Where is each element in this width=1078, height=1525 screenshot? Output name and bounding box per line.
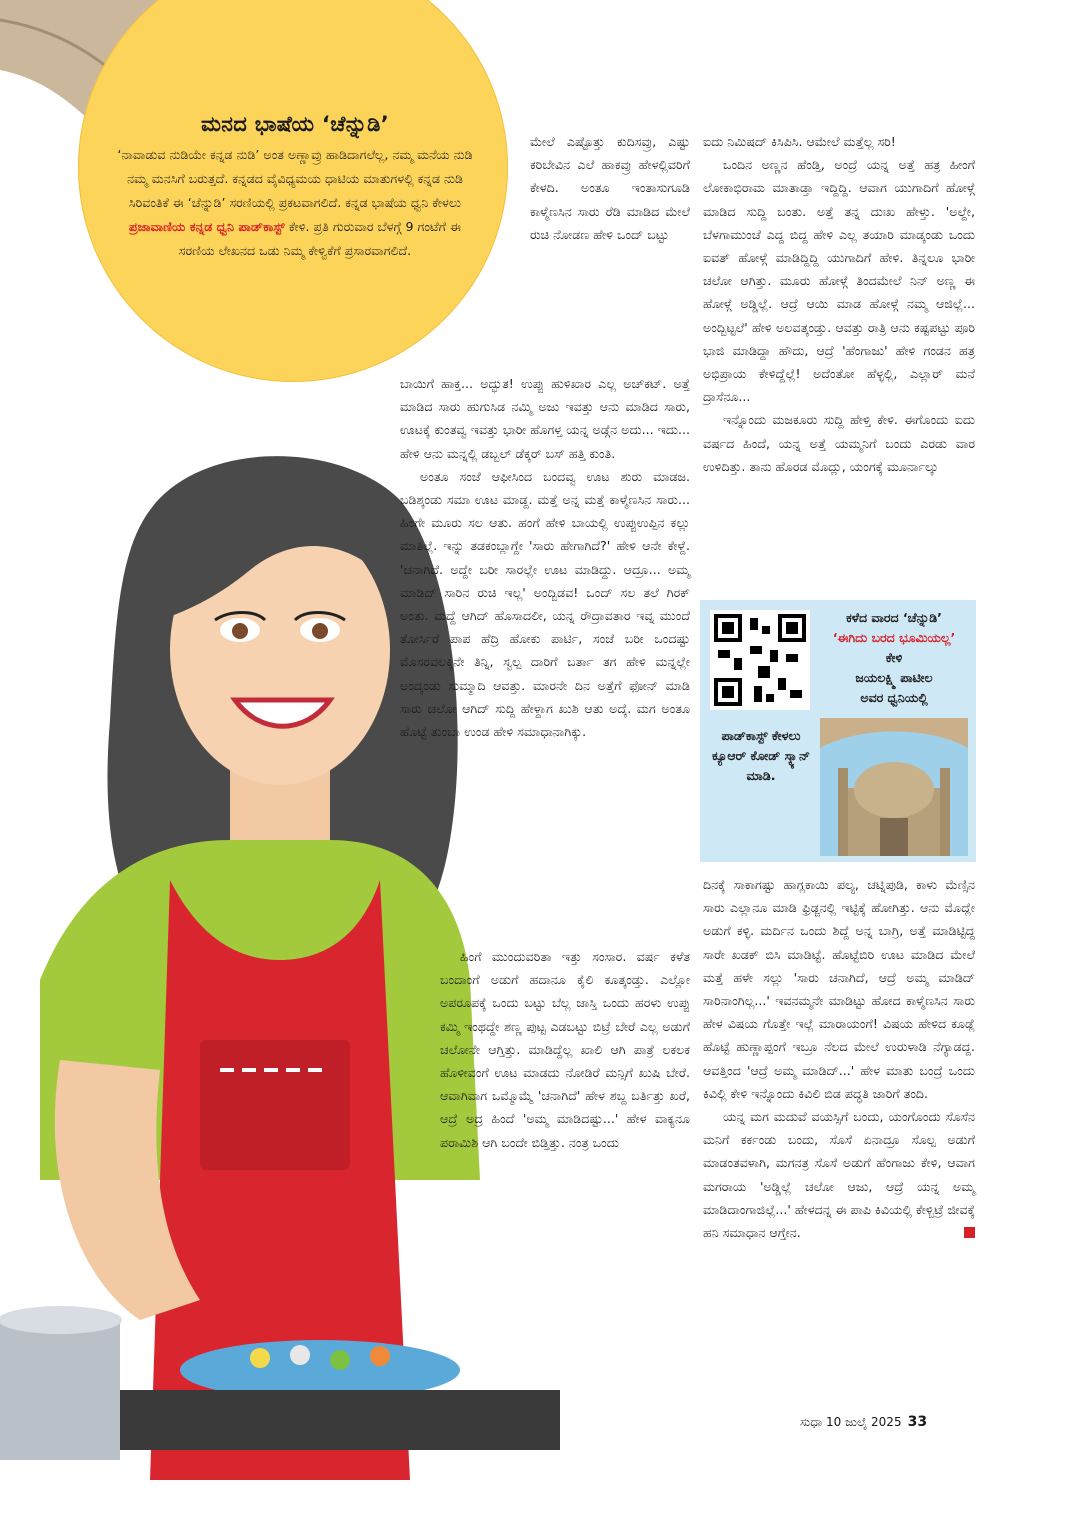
paragraph: ಹಿಂಗೆ ಮುಂದುವರಿತಾ ಇತ್ತು ಸಂಸಾರ. ವರ್ಷ ಕಳೆತ ಬಂದಾಂಗೆ ಅಡುಗೆ ಹದಾನೂ ಕೈಲಿ ಕೂತ್ಕಂಡ್ತು. ಎಲ್ಲೋ ಅಪರೂಪಕ್ಕೆ ಒಂದು ಬಟ್ಟು ಬೆಲ್ಲ ಜಾಸ್ತಿ ಒಂದು ಹರಳು ಉಪ್ಪು ಕಮ್ಮಿ ಇಂಥದ್ದೇ ಶಣ್ಣ ಪುಟ್ಟ ಎಡಬಟ್ಟು ಬಿಟ್ರೆ ಬೇರೆ ಎಲ್ಲ ಅಡುಗೆ ಚಲೋನೇ ಆಗ್ತಿತ್ತು. ಮಾಡಿದ್ದೆಲ್ಲ ಖಾಲಿ ಆಗಿ ಪಾತ್ರೆ ಲಕಲಕ ಹೊಳೀವಂಗೆ ಊಟ ಮಾಡದು ನೋಡಿರೆ ಮನ್ಸಿಗೆ ಖುಷಿ ಬೇರೆ. ಆವಾಗಿವಾಗ ಒಮ್ಮೊಮ್ಮೆ 'ಚನಾಗಿದೆ' ಹೇಳ ಶಬ್ದ ಬರ್ತಿತ್ತು ಖರೆ, ಆದ್ರೆ ಅದ್ರ ಹಿಂದೆ 'ಅಮ್ಮ ಮಾಡಿದಷ್ಟು...' ಹೇಳ ವಾಕ್ಯನೂ ಪರಾಮಿಶಿ ಆಗಿ ಬಂದೇ ಬಿಡ್ತಿತ್ತು. ನಂತ್ರ ಒಂದು xyxy=(440,949,690,1150)
paragraph xyxy=(703,1105,975,1244)
podcast-qr-box xyxy=(700,600,976,862)
qr-code[interactable] xyxy=(710,610,810,710)
intro-text-1: ‘ನಾವಾಡುವ ನುಡಿಯೇ ಕನ್ನಡ ನುಡಿ’ ಅಂತ ಅಣ್ಣಾವ್ರು ಹಾಡಿದಾಗಲೆಲ್ಲ, ನಮ್ಮ ಮನೆಯ ನುಡಿ ನಮ್ಮ ಮನಸಿಗೆ ಬರುತ್ತದೆ. ಕನ್ನಡದ ವೈವಿಧ್ಯಮಯ ಧಾಟಿಯ ಮಾತುಗಳಲ್ಲಿ ಕನ್ನಡ ನುಡಿ ಸಿರಿವಂತಿಕೆ ಈ ‘ಚೆನ್ನುಡಿ’ ಸರಣಿಯಲ್ಲಿ ಪ್ರಕಟವಾಗಲಿದೆ. ಕನ್ನಡ ಭಾಷೆಯ ಧ್ವನಿ ಕೇಳಲು xyxy=(117,147,473,210)
article-column-a xyxy=(400,372,690,743)
article-column-b-continued xyxy=(703,873,975,1244)
page-footer xyxy=(800,1414,927,1430)
qr-line-4: ಜಯಲಕ್ಷ್ಮಿ ಪಾಟೀಲ xyxy=(855,670,933,685)
paragraph: ಅಂತೂ ಸಂಜೆ ಆಫೀಸಿಂದ ಬಂದವ್ವ ಊಟ ಶುರು ಮಾಡಜ. ಬಡಿಶ್ಕಂಡು ಸಮಾ ಊಟ ಮಾಡ್ದ. ಮತ್ತೆ ಅನ್ನ ಮತ್ತೆ ಕಾಳ್ಮೆಣಸಿನ ಸಾರು... ಹಿಂಗೇ ಮೂರು ಸಲ ಆತು. ಹಂಗೆ ಹೇಳಿ ಬಾಯಲ್ಲಿ ಉಪ್ಪುಉಪ್ಪಿನ ಕಲ್ಲು ಮಾತಿಲ್ಲೆ. ಇನ್ನು ತಡಕಂಬ್ಲಾಗ್ದೇ 'ಸಾರು ಹೇಗಾಗಿದೆ?' ಹೇಳಿ ಆನೇ ಕೇಳ್ದೆ. 'ಚನಾಗಿದೆ. ಅದ್ದೇ ಬರೀ ಸಾರಲ್ಲೇ ಊಟ ಮಾಡಿದ್ದು. ಆದ್ರೂ... ಅಮ್ಮ ಮಾಡಿದ್ ಸಾರಿನ ರುಚಿ ಇಲ್ಲ' ಅಂದ್ಬಿಡವ! ಒಂದ್ ಸಲ ತಲೆ ಗಿರಕ್ ಅಂತು. ಮದ್ದೆ ಆಗಿದ್ ಹೊಸಾದಲೀ, ಯನ್ನ ರೌದ್ರಾವತಾರ ಇವ್ನ ಮುಂದೆ ತೋರ್ಸಿರೆ ಪಾಪ ಹೆದ್ರಿ ಹೋಕು ಪಾರ್ಟಿ, ಸಂಜೆ ಬರೀ ಒಂದಷ್ಟು ಮೊಸರವಲಕ್ಕಿನೇ ತಿನ್ನಿ, ಸ್ವಲ್ಪ ದಾರಿಗೆ ಬರ್ತಾ ತಗ ಹೇಳಿ ಮನ್ನಲ್ಲೇ ಅಂದ್ಕಂಡು ಸುಮ್ಮಾದಿ ಆವತ್ತು. ಮಾರನೇ ದಿನ ಅತ್ತೆಗೆ ಫೋನ್ ಮಾಡಿ ಸಾರು ಚಲೋ ಆಗಿದ್ ಸುದ್ದಿ ಹೇಳ್ದಾಗ ಖುಶಿ ಆತು ಅದ್ಕೆ. ಮಗ ಅಂತೂ ಹೊಟ್ಟೆ ತುಂಬಾ ಉಂಡ ಹೇಳಿ ಸಮಾಧಾನಾಗಿಕ್ಕು. xyxy=(400,468,690,740)
paragraph-text: ಯನ್ನ ಮಗ ಮದುವೆ ವಯಸ್ಸಿಗೆ ಬಂದು, ಯಂಗೊಂದು ಸೊಸೆನ ಮನಿಗೆ ಕರ್ಕಂಡು ಬಂದು, ಸೊಸೆ ಏನಾದ್ರೂ ಸೊಲ್ಪ ಅಡುಗೆ ಮಾಡಂತವಳಾಗಿ, ಮಗನತ್ರ ಸೊಸೆ ಅಡುಗೆ ಹೆಂಗಾಜು ಕೇಳಿ, ಆವಾಗ ಮಗರಾಯ 'ಅಡ್ಡಿಲ್ಲೆ ಚಲೋ ಆಜು, ಆದ್ರೆ ಯನ್ನ ಅಮ್ಮ ಮಾಡಿದಾಂಗಾಜಿಲ್ಲೆ...' ಹೇಳದನ್ನ ಈ ಪಾಪಿ ಕಿವಿಯಲ್ಲಿ ಕೇಳ್ಬಿಟ್ರೆ ಜೀವಕ್ಕೆ ಹನಿ ಸಮಾಧಾನ ಆಗ್ತೇನ. xyxy=(703,1109,975,1241)
qr-caption xyxy=(814,608,974,708)
article-column-b xyxy=(703,130,975,478)
paragraph: ಬಾಯಿಗೆ ಹಾಕ್ತ... ಅದ್ಭುತ! ಉಪ್ಪು ಹುಳಿಖಾರ ಎಲ್ಲ ಅಚ್‌ಕಟ್. ಅತ್ತೆ ಮಾಡಿದ ಸಾರು ಹುಗುಸಿಡ ನಮ್ಮಿ ಅಜು ಇವತ್ತು ಆನು ಮಾಡಿದ ಸಾರು, ಊಟಕ್ಕೆ ಕುಂತವ್ವ ಇವತ್ತು ಭಾರೀ ಹೊಗಳ್ತ ಯನ್ನ ಅಡ್ಗೆನ ಅದು... ಇದು... ಹೇಳಿ ಆನು ಮನ್ನಲ್ಲಿ ಡಬ್ಬಲ್ ಡೆಕ್ಕರ್ ಬಸ್ ಹತ್ತಿ ಕುಂತಿ. xyxy=(400,376,690,461)
series-title: ಮನದ ಭಾಷೆಯ ‘ಚೆನ್ನುಡಿ’ xyxy=(201,112,389,136)
page-number: 33 xyxy=(907,1414,928,1430)
column-a-top-text: ಮೇಲೆ ಎಷ್ಟೊತ್ತು ಕುದಿಸವ್ರು, ಎಷ್ಟು ಕರಿಬೇವಿನ ಎಲೆ ಹಾಕವ್ರು ಹೇಳಲ್ಲಿವರಿಗೆ ಕೇಳದಿ. ಅಂತೂ ಇಂತಾಸುಗೂಡಿ ಕಾಳ್ಮೆಣಸಿನ ಸಾರು ರೆಡಿ ಮಾಡಿದ ಮೇಲೆ ರುಚಿ ನೋಡಣ ಹೇಳಿ ಒಂದ್ ಬಟ್ಟು xyxy=(530,134,690,242)
paragraph: ದಿನಕ್ಕೆ ಸಾಕಾಗಷ್ಟು ಹಾಗ್ಲಕಾಯಿ ಪಲ್ಯ, ಚಟ್ನಿಪುಡಿ, ಕಾಳು ಮೆಣ್ಸಿನ ಸಾರು ಎಲ್ಲಾನೂ ಮಾಡಿ ಫ್ರಿಡ್ಜನಲ್ಲಿ ಇಟ್ಟಿಕ್ಕೆ ಹೋಗಿತ್ತು. ಆನು ಮೊದ್ಲೇ ಅಡುಗೆ ಕಳ್ಳಿ. ಮರ್ದಿನ ಒಂದು ಶಿದ್ದೆ ಅನ್ನ ಬಾಗ್ರಿ, ಅತ್ತೆ ಮಾಡಿಟ್ಟಿದ್ದ ಸಾರೇ ಖಡಕ್ ಬಿಸಿ ಮಾಡಿಟ್ಟೆ. ಹೊಟ್ಟೆಬಿರಿ ಊಟ ಮಾಡಿದ ಮೇಲೆ ಮತ್ತೆ ಹಳೇ ಸಲ್ಲು 'ಸಾರು ಚನಾಗಿದೆ, ಆದ್ರೆ ಅಮ್ಮ ಮಾಡಿದ್ ಸಾರಿನಾಂಗಿಲ್ಲ...' ಇವನಮ್ಮನೇ ಮಾಡಿಟ್ಟು ಹೋದ ಕಾಳ್ಮೆಣಸಿನ ಸಾರು ಹೇಳ ವಿಷಯ ಗೊತ್ತೇ ಇಲ್ಲೆ ಮಾರಾಯಂಗೆ! ವಿಷಯ ಹೇಳಿದ ಕೂಡ್ಲೆ ಹೊಟ್ಟೆ ಹುಣ್ಣಾಪ್ಪಂಗೆ ಇಬ್ರೂ ನೆಲದ ಮೇಲೆ ಉರುಳಾಡಿ ನೆಗ್ಯಾಡದ್ದ. ಆವತ್ತಿಂದ 'ಆದ್ರೆ ಅಮ್ಮ ಮಾಡಿದ್...' ಹೇಳ ಮಾತು ಬಂದ್ರೆ ಒಂದು ಕಿವಿಲ್ಲಿ ಕೇಳಿ ಇನ್ನೊಂದು ಕಿವಿಲಿ ಬಿಡ ಪದ್ಧತಿ ಜಾರಿಗೆ ತಂದಿ. xyxy=(703,877,975,1101)
paragraph: ಇನ್ನೊಂದು ಮಜಕೂರು ಸುದ್ದಿ ಹೇಳ್ತಿ ಕೇಳಿ. ಈಗೊಂದು ಐದು ವರ್ಷದ ಹಿಂದೆ, ಯನ್ನ ಅತ್ತೆ ಯಮ್ಮನಿಗೆ ಬಂದು ಎರಡು ವಾರ ಉಳಿದಿತ್ತು. ತಾನು ಹೊರಡ ಮೊದ್ಲು, ಯಂಗಕ್ಕೆ ಮೂರ್ನಾಲ್ಕು xyxy=(703,412,975,474)
podcast-highlight: ಪ್ರಜಾವಾಣಿಯ ಕನ್ನಡ ಧ್ವನಿ ಪಾಡ್‌ಕಾಸ್ಟ್ xyxy=(129,219,285,234)
qr-line-1: ಕಳೆದ ವಾರದ ‘ಚೆನ್ನುಡಿ’ xyxy=(846,610,942,625)
magazine-issue: ಸುಧಾ 10 ಜುಲೈ 2025 xyxy=(800,1415,902,1429)
paragraph: ಐದು ನಿಮಿಷದ್ ಕಿಸಿಪಿಸಿ. ಆಮೇಲೆ ಮತ್ತೆಲ್ಲ ಸರಿ! xyxy=(703,134,896,149)
qr-line-5: ಅವರ ಧ್ವನಿಯಲ್ಲಿ xyxy=(860,690,928,705)
article-column-a-top xyxy=(530,130,690,246)
gol-gumbaz-photo xyxy=(820,718,968,856)
intro-text-block xyxy=(110,112,480,263)
end-mark-icon xyxy=(964,1227,975,1238)
intro-text-2: ಕೇಳಿ. ಪ್ರತಿ ಗುರುವಾರ ಬೆಳಗ್ಗೆ 9 ಗಂಟೆಗೆ ಈ ಸರಣಿಯ ಲೇಖನದ ಒಡು ನಿಮ್ಮ ಕೇಳ್ವಿಕೆಗೆ ಪ್ರಸಾರವಾಗಲಿದೆ. xyxy=(178,219,461,258)
qr-line-3: ಕೇಳಿ xyxy=(885,650,903,665)
series-intro xyxy=(110,143,480,263)
qr-line-2: ‘ಈಗಿದು ಬರದ ಭೂಮಿಯಲ್ಲ’ xyxy=(832,630,956,645)
paragraph: ಒಂದಿನ ಅಣ್ಣನ ಹೆಂಡ್ತಿ, ಅಂದ್ರೆ ಯನ್ನ ಅತ್ತೆ ಹತ್ರ ಹೀಂಗೆ ಲೋಕಾಭಿರಾಮ ಮಾತಾಡ್ತಾ ಇದ್ದಿದ್ದಿ. ಆವಾಗ ಯುಗಾದಿಗೆ ಹೋಳ್ಗೆ ಮಾಡಿದ ಸುದ್ದಿ ಬಂತು. ಅತ್ತೆ ತನ್ನ ದುಃಖ ಹೇಳ್ತು. 'ಅಲ್ದೇ, ಬೆಳಗಾಮುಂಚೆ ಎದ್ದ ಬಿದ್ದ ಹೇಳಿ ಎಲ್ಲ ತಯಾರಿ ಮಾಡ್ಕಂಡು ಒಂದು ಐವತ್ ಹೋಳ್ಗೆ ಮಾಡಿದ್ದಿದ್ದಿ ಯುಗಾದಿಗೆ ಹೇಳಿ. ತಿನ್ನಲೂ ಭಾರೀ ಚಲೋ ಆಗಿತ್ತು. ಮೂರು ಹೋಳ್ಗೆ ತಿಂದಮೇಲೆ ನಿನ್ ಅಣ್ಣ ಈ ಹೋಳ್ಗೆ ಅಡ್ಡಿಲ್ಲೆ. ಆದ್ರೆ ಆಯಿ ಮಾಡ ಹೋಳ್ಗೆ ನಮ್ಮ ಆಜಿಲ್ಲೆ... ಅಂದ್ಬಿಟ್ಟಲೆ' ಹೇಳಿ ಅಲವತ್ಕಂಡ್ತು. ಆವತ್ತು ರಾತ್ರಿ ಆನು ಕಷ್ಟಪಟ್ಟು ಪೂರಿ ಭಾಜಿ ಮಾಡಿದ್ದಾ ಹೌದು, ಆದ್ರೆ 'ಹೆಂಗಾಜು' ಹೇಳಿ ಗಂಡನ ಹತ್ರ ಅಭಿಪ್ರಾಯ ಕೇಳಿದ್ದೆಲ್ಲೆ! ಅದೆಂತೋ ಹೆಳ್ಳಲ್ಲಿ, ಎಲ್ಲಾರ್ ಮನೆ ದ್ರಾಸೆನೂ... xyxy=(703,157,975,405)
qr-scan-instruction: ಪಾಡ್‌ಕಾಸ್ಟ್ ಕೇಳಲು ಕ್ಯೂಆರ್ ಕೋಡ್ ಸ್ಕ್ಯಾನ್ ಮಾಡಿ. xyxy=(711,728,811,783)
article-column-a-bottom xyxy=(440,945,690,1154)
